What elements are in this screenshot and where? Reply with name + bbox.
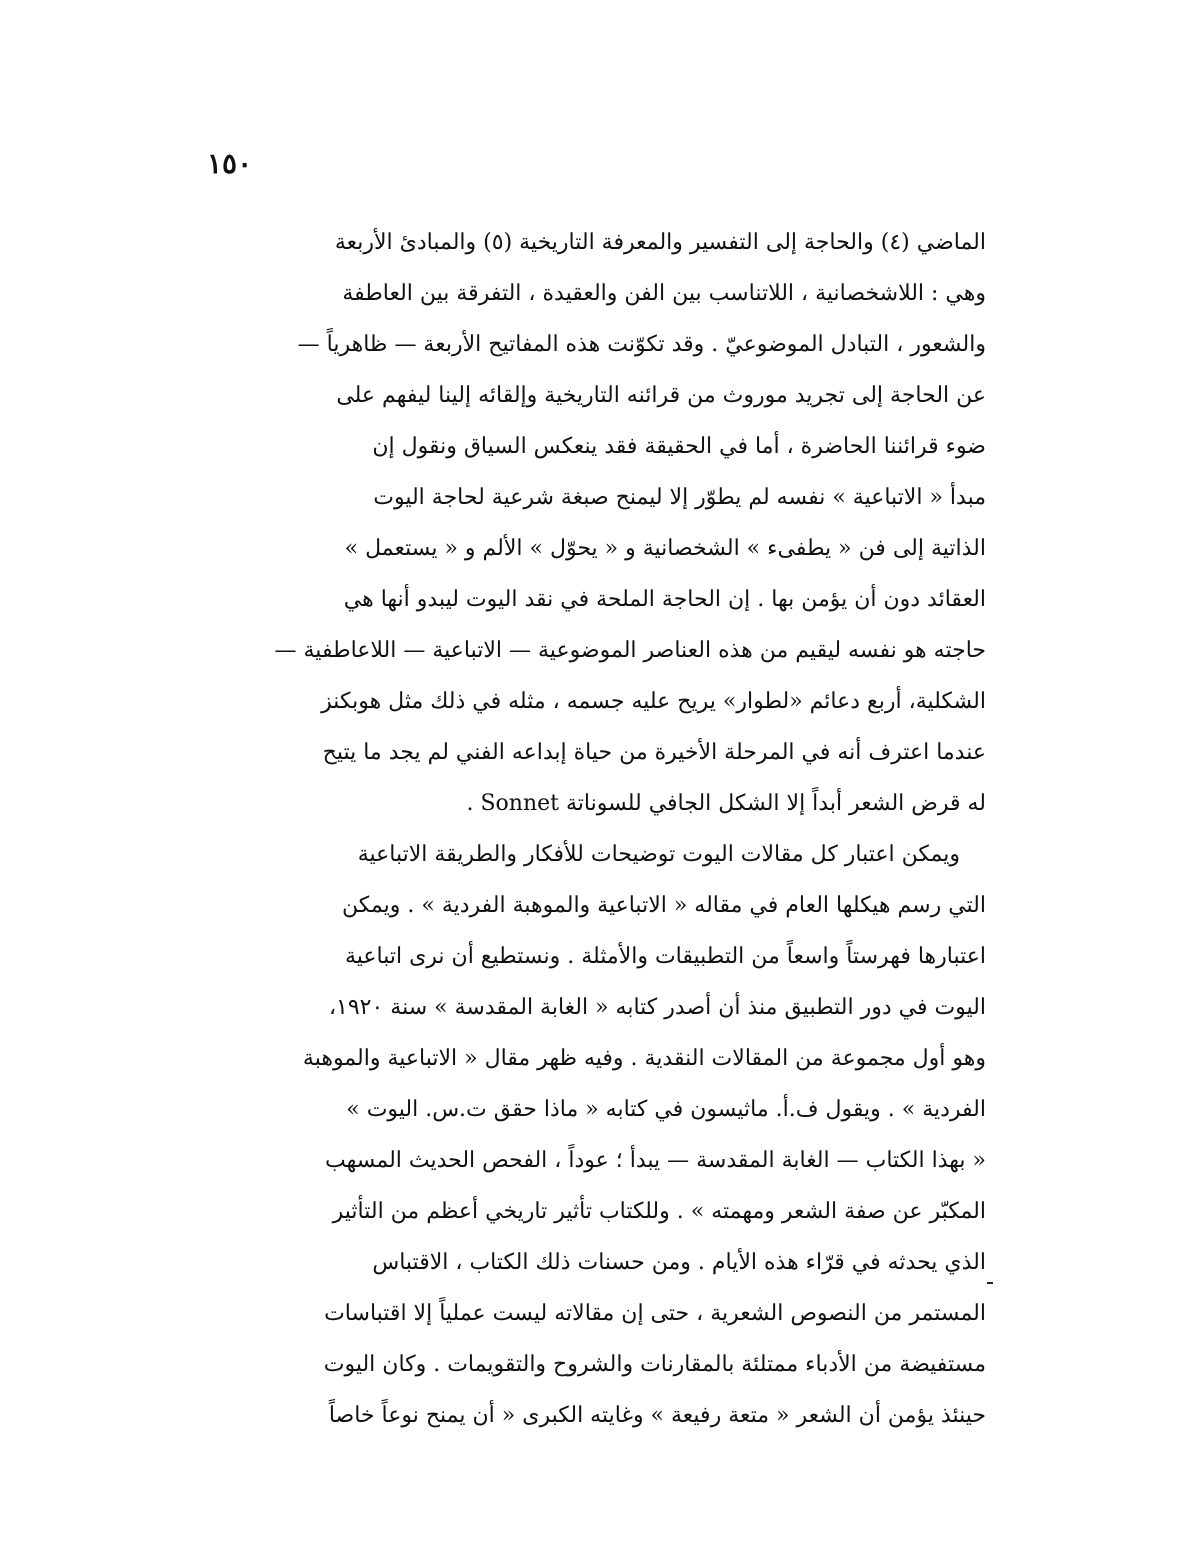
- text-line: المستمر من النصوص الشعرية ، حتى إن مقالاته ليست عملياً إلا اقتباسات: [324, 1301, 986, 1326]
- text-line: اليوت في دور التطبيق منذ أن أصدر كتابه « الغابة المقدسة » سنة ١٩٢٠،: [328, 995, 986, 1020]
- text-line: الذاتية إلى فن « يطفىء » الشخصانية و « يحوّل » الألم و « يستعمل »: [344, 536, 986, 561]
- text-line: حاجته هو نفسه ليقيم من هذه العناصر الموضوعية — الاتباعية — اللاعاطفية —: [274, 638, 986, 663]
- text-line: التي رسم هيكلها العام في مقاله « الاتباعية والموهبة الفردية » . ويمكن: [342, 893, 986, 918]
- text-line: له قرض الشعر أبداً إلا الشكل الجافي للسوناتة Sonnet .: [466, 791, 986, 816]
- text-line: ضوء قرائننا الحاضرة ، أما في الحقيقة فقد ينعكس السياق ونقول إن: [372, 434, 986, 459]
- text-line: وهي : اللاشخصانية ، اللاتناسب بين الفن والعقيدة ، التفرقة بين العاطفة: [342, 281, 986, 306]
- text-line: عندما اعترف أنه في المرحلة الأخيرة من حياة إبداعه الفني لم يجد ما يتيح: [322, 740, 986, 765]
- paragraph-1: [206, 217, 986, 829]
- text-line: مبدأ « الاتباعية » نفسه لم يطوّر إلا ليمنح صبغة شرعية لحاجة اليوت: [373, 485, 986, 510]
- text-line: ويمكن اعتبار كل مقالات اليوت توضيحات للأفكار والطريقة الاتباعية: [357, 842, 960, 867]
- text-line: الذي يحدثه في قرّاء هذه الأيام . ومن حسنات ذلك الكتاب ، الاقتباس: [372, 1250, 986, 1275]
- text-line: مستفيضة من الأدباء ممتلئة بالمقارنات والشروح والتقويمات . وكان اليوت: [323, 1352, 986, 1377]
- text-line: حينئذ يؤمن أن الشعر « متعة رفيعة » وغايته الكبرى « أن يمنح نوعاً خاصاً: [328, 1403, 986, 1428]
- text-line: عن الحاجة إلى تجريد موروث من قرائنه التاريخية وإلقائه إلينا ليفهم على: [336, 383, 986, 408]
- text-line: وهو أول مجموعة من المقالات النقدية . وفيه ظهر مقال « الاتباعية والموهبة: [302, 1046, 986, 1071]
- text-line: الفردية » . ويقول ف.أ. ماثيسون في كتابه « ماذا حقق ت.س. اليوت »: [346, 1097, 986, 1122]
- text-line: الماضي (٤) والحاجة إلى التفسير والمعرفة التاريخية (٥) والمبادئ الأربعة: [334, 230, 986, 255]
- text-line: المكبّر عن صفة الشعر ومهمته » . وللكتاب تأثير تاريخي أعظم من التأثير: [332, 1199, 986, 1224]
- page-number: ١٥٠: [207, 147, 253, 180]
- paragraph-2: [206, 829, 986, 1441]
- stray-ink-mark: [987, 1282, 993, 1284]
- text-line: والشعور ، التبادل الموضوعيّ . وقد تكوّنت هذه المفاتيح الأربعة — ظاهرياً —: [297, 332, 986, 357]
- text-line: الشكلية، أربع دعائم «لطوار» يريح عليه جسمه ، مثله في ذلك مثل هوبكنز: [321, 689, 986, 714]
- body-text: [206, 217, 986, 1441]
- text-line: العقائد دون أن يؤمن بها . إن الحاجة الملحة في نقد اليوت ليبدو أنها هي: [343, 587, 986, 612]
- text-line: اعتبارها فهرستاً واسعاً من التطبيقات والأمثلة . ونستطيع أن نرى اتباعية: [344, 944, 986, 969]
- text-line: « بهذا الكتاب — الغابة المقدسة — يبدأ ؛ عوداً ، الفحص الحديث المسهب: [324, 1148, 986, 1173]
